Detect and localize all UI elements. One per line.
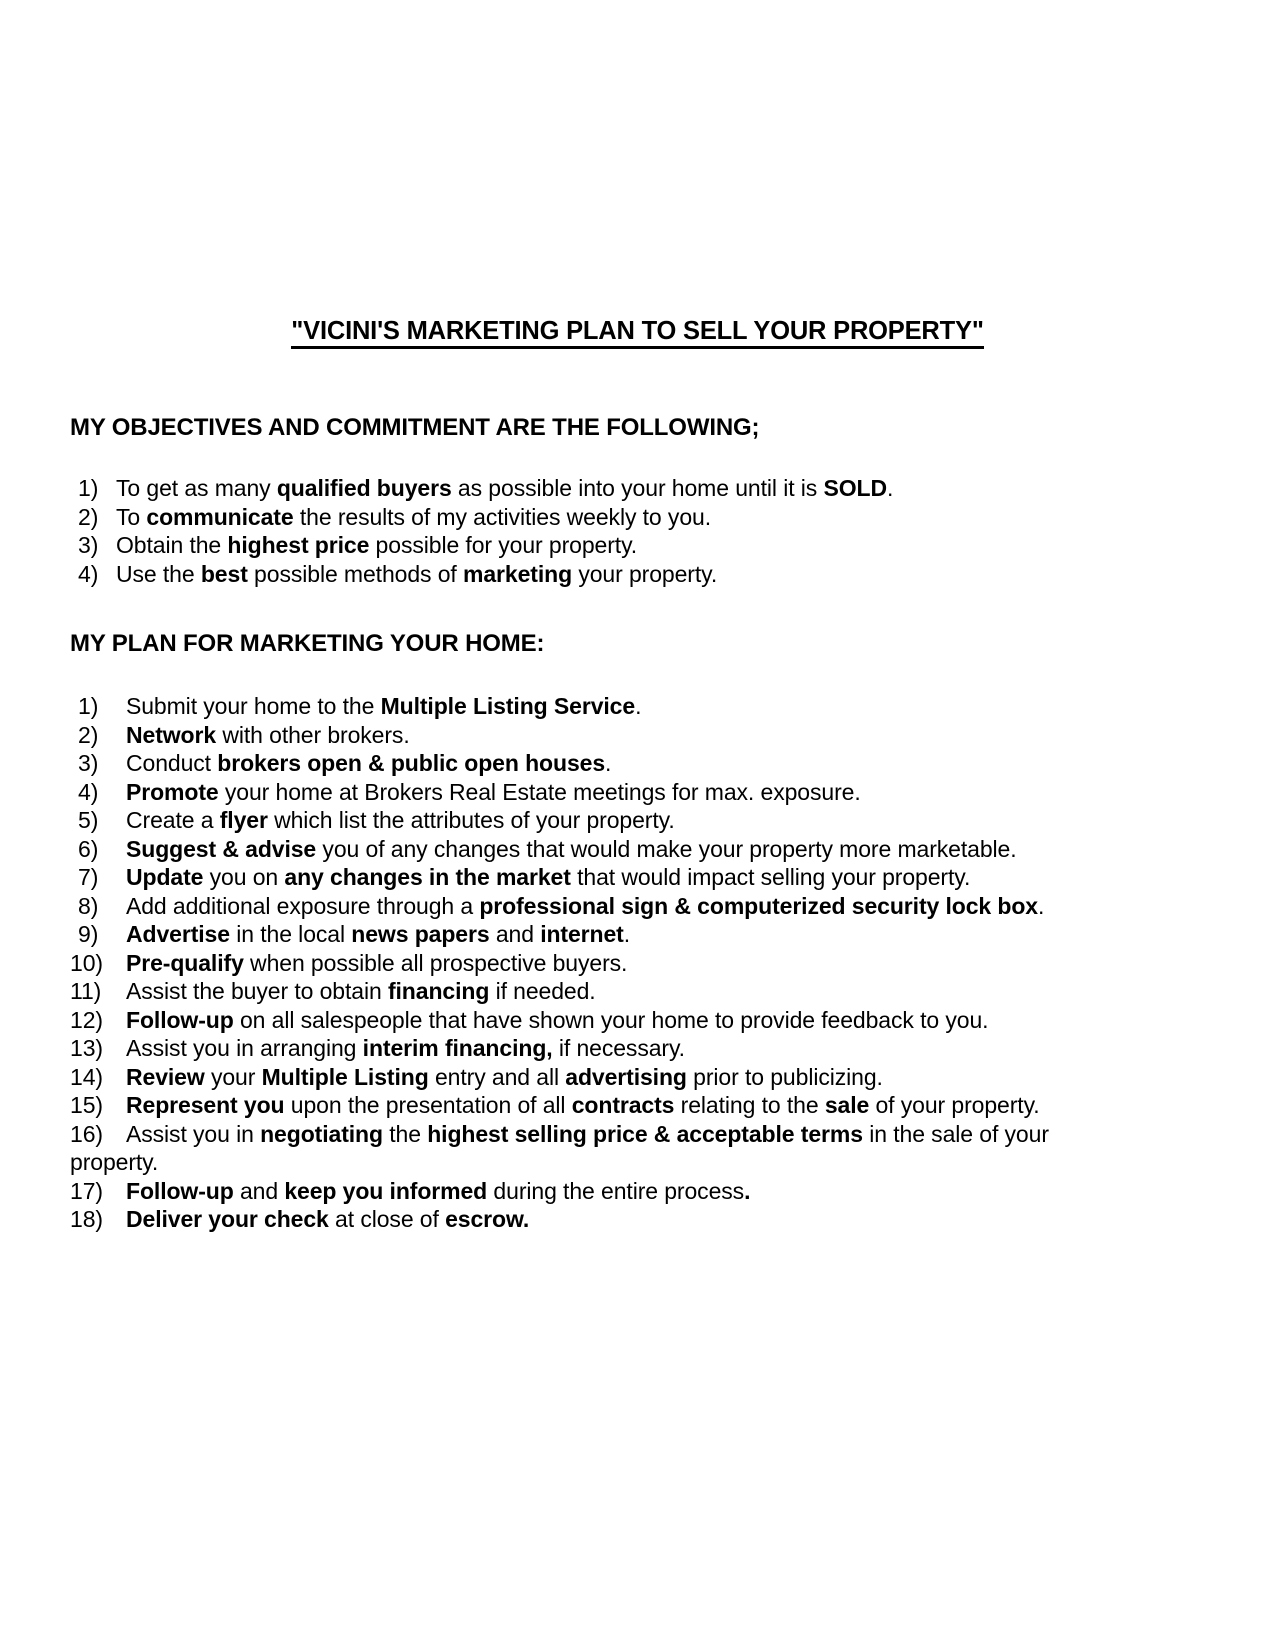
emphasis-text: Suggest & advise: [126, 835, 317, 862]
list-item: [70, 1006, 1200, 1035]
list-item: [70, 977, 1200, 1006]
page-title: [0, 317, 1275, 349]
emphasis-text: internet: [540, 921, 624, 947]
list-item: [70, 949, 1200, 978]
list-item-text: Create a flyer which list the attributes of your property.: [126, 807, 675, 833]
list-item-text: Represent you upon the presentation of all contracts relating to the sale of your property.: [126, 1092, 1040, 1118]
list-item-text: To get as many qualified buyers as possible into your home until it is SOLD.: [116, 475, 894, 501]
list-item-marker: 3): [78, 532, 99, 558]
emphasis-text: SOLD: [823, 475, 887, 501]
list-item-marker: 2): [78, 503, 99, 530]
list-item-text: Submit your home to the Multiple Listing Service.: [126, 693, 642, 719]
list-item-text: Use the best possible methods of marketing your property.: [116, 560, 718, 587]
emphasis-text: interim financing,: [362, 1035, 553, 1061]
emphasis-text: negotiating: [260, 1120, 383, 1147]
emphasis-text: highest selling price & acceptable terms: [427, 1120, 863, 1147]
list-item-text: Obtain the highest price possible for your property.: [116, 532, 638, 558]
list-item: [70, 1063, 1200, 1092]
list-item: [70, 503, 1200, 532]
emphasis-text: Promote: [126, 778, 219, 805]
list-item: [70, 721, 1200, 750]
list-item-marker: 4): [78, 560, 99, 587]
emphasis-text: Deliver your check: [126, 1206, 329, 1232]
list-item-marker: 10): [70, 949, 103, 976]
list-item-marker: 2): [78, 721, 99, 748]
list-item-marker: 17): [70, 1177, 103, 1204]
list-item: [70, 531, 1200, 560]
list-item: [70, 920, 1200, 949]
emphasis-text: qualified buyers: [276, 475, 452, 501]
list-item-marker: 15): [70, 1092, 103, 1118]
list-item: [70, 1205, 1200, 1234]
list-item-marker: 1): [78, 475, 99, 501]
section-heading-objectives: MY OBJECTIVES AND COMMITMENT ARE THE FOLLOWING;: [70, 414, 760, 441]
list-item-marker: 18): [70, 1206, 103, 1232]
emphasis-text: Review: [126, 1063, 205, 1090]
list-item-marker: 11): [70, 978, 102, 1004]
plan-list: [70, 692, 1200, 1234]
list-item-text: Conduct brokers open & public open houses.: [126, 750, 612, 776]
list-item-marker: 14): [70, 1063, 103, 1090]
list-item-text: Follow-up and keep you informed during the entire process.: [126, 1177, 751, 1204]
emphasis-text: professional sign & computerized security lock box: [479, 892, 1038, 919]
emphasis-text: brokers open & public open houses: [217, 750, 606, 776]
emphasis-text: Pre-qualify: [126, 949, 244, 976]
emphasis-text: flyer: [219, 807, 268, 833]
list-item: [70, 806, 1200, 835]
list-item-text: Deliver your check at close of escrow.: [126, 1206, 530, 1232]
list-item: [70, 692, 1200, 721]
list-item-text: Follow-up on all salespeople that have shown your home to provide feedback to you.: [126, 1006, 989, 1033]
list-item-text: Update you on any changes in the market that would impact selling your property.: [126, 864, 971, 890]
emphasis-text: keep you informed: [284, 1177, 488, 1204]
list-item-text: Advertise in the local news papers and internet.: [126, 921, 631, 947]
emphasis-text: communicate: [146, 503, 294, 530]
emphasis-text: Multiple Listing Service: [380, 693, 636, 719]
list-item-text: Review your Multiple Listing entry and all advertising prior to publicizing.: [126, 1063, 883, 1090]
list-item-text: Assist you in arranging interim financing, if necessary.: [126, 1035, 685, 1061]
list-item: [70, 778, 1200, 807]
emphasis-text: financing: [387, 978, 490, 1004]
section-objectives: [70, 414, 1200, 588]
section-heading-plan: MY PLAN FOR MARKETING YOUR HOME:: [70, 630, 545, 657]
list-item-marker: 8): [78, 892, 99, 919]
list-item: [70, 560, 1200, 589]
emphasis-text: escrow.: [445, 1206, 530, 1232]
list-item: [70, 474, 1200, 503]
list-item-marker: 7): [78, 864, 99, 890]
list-item-marker: 4): [78, 778, 99, 805]
emphasis-text: highest price: [227, 532, 370, 558]
emphasis-text: Advertise: [126, 921, 230, 947]
list-item: [70, 749, 1200, 778]
page-title-text: "VICINI'S MARKETING PLAN TO SELL YOUR PROPERTY": [291, 317, 983, 349]
emphasis-text: news papers: [351, 921, 490, 947]
list-item-marker: 5): [78, 807, 99, 833]
objectives-list: [70, 474, 1200, 588]
list-item: [70, 1034, 1200, 1063]
list-item: [70, 1091, 1200, 1120]
emphasis-text: contracts: [571, 1092, 675, 1118]
list-item-continuation: property.: [70, 1149, 159, 1175]
list-item-marker: 13): [70, 1035, 103, 1061]
emphasis-text: Follow-up: [126, 1006, 234, 1033]
list-item-text: Assist the buyer to obtain financing if needed.: [126, 978, 596, 1004]
list-item-marker: 3): [78, 750, 99, 776]
list-item-marker: 6): [78, 835, 99, 862]
list-item-marker: 1): [78, 693, 99, 719]
list-item-text: Network with other brokers.: [126, 721, 410, 748]
emphasis-text: sale: [824, 1092, 870, 1118]
list-item: [70, 1177, 1200, 1206]
emphasis-text: marketing: [463, 560, 573, 587]
list-item-text: Promote your home at Brokers Real Estate meetings for max. exposure.: [126, 778, 861, 805]
list-item-marker: 12): [70, 1006, 103, 1033]
list-item: [70, 1120, 1200, 1177]
list-item-text: To communicate the results of my activities weekly to you.: [116, 503, 711, 530]
list-item-text: Assist you in negotiating the highest selling price & acceptable terms in the sale of your: [126, 1120, 1049, 1147]
emphasis-text: Network: [126, 721, 217, 748]
emphasis-text: best: [200, 560, 248, 587]
emphasis-text: advertising: [565, 1063, 687, 1090]
list-item-text: Add additional exposure through a professional sign & computerized security lock box.: [126, 892, 1045, 919]
list-item-text: Suggest & advise you of any changes that would make your property more marketable.: [126, 835, 1017, 862]
list-item: [70, 892, 1200, 921]
emphasis-text: any changes in the market: [284, 864, 571, 890]
list-item-text: Pre-qualify when possible all prospective buyers.: [126, 949, 628, 976]
list-item-marker: 16): [70, 1120, 103, 1147]
emphasis-text: .: [744, 1177, 751, 1204]
emphasis-text: Represent you: [126, 1092, 285, 1118]
list-item: [70, 835, 1200, 864]
section-plan: [70, 630, 1200, 1234]
emphasis-text: Update: [126, 864, 204, 890]
emphasis-text: Follow-up: [126, 1177, 234, 1204]
emphasis-text: Multiple Listing: [261, 1063, 429, 1090]
list-item-marker: 9): [78, 921, 99, 947]
list-item: [70, 863, 1200, 892]
